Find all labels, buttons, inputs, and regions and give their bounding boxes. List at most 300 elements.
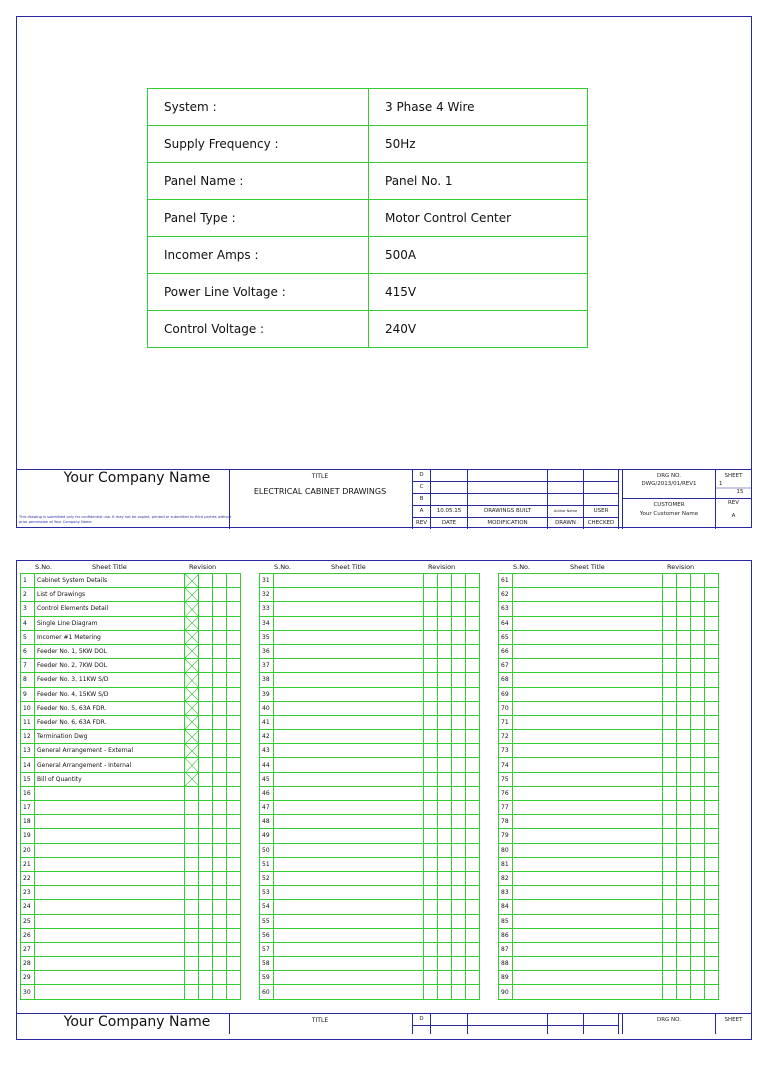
row-number: 63 bbox=[499, 602, 513, 616]
table-row bbox=[21, 871, 241, 885]
revision-cell bbox=[227, 985, 241, 999]
drg-number: DWG/2013/01/REV1 bbox=[641, 481, 697, 487]
spec-label: Panel Name : bbox=[148, 163, 369, 200]
revision-cell bbox=[705, 588, 719, 602]
revision-cell bbox=[466, 644, 480, 658]
revision-cell bbox=[213, 758, 227, 772]
row-sheet-title bbox=[274, 801, 424, 815]
revision-cell bbox=[677, 857, 691, 871]
row-number: 84 bbox=[499, 900, 513, 914]
revision-cell bbox=[705, 602, 719, 616]
revision-cell bbox=[438, 602, 452, 616]
revision-cell bbox=[213, 843, 227, 857]
revision-cell bbox=[705, 701, 719, 715]
revision-cell bbox=[438, 644, 452, 658]
row-number: 75 bbox=[499, 772, 513, 786]
revision-cell bbox=[705, 886, 719, 900]
revision-cell bbox=[466, 630, 480, 644]
row-number: 67 bbox=[499, 659, 513, 673]
table-row bbox=[260, 673, 480, 687]
revision-cell bbox=[677, 758, 691, 772]
row-number: 38 bbox=[260, 673, 274, 687]
revision-cell bbox=[227, 900, 241, 914]
company-name-2: Your Company Name bbox=[63, 1014, 211, 1030]
row-number: 24 bbox=[21, 900, 35, 914]
revision-cell bbox=[452, 659, 466, 673]
revision-cell bbox=[705, 871, 719, 885]
row-number: 62 bbox=[499, 588, 513, 602]
revision-cell bbox=[424, 985, 438, 999]
revision-cell bbox=[663, 673, 677, 687]
row-sheet-title bbox=[274, 687, 424, 701]
row-sheet-title bbox=[274, 744, 424, 758]
revision-mark-cell bbox=[185, 644, 199, 658]
revision-cell bbox=[466, 744, 480, 758]
revision-cell bbox=[452, 687, 466, 701]
row-sheet-title bbox=[35, 843, 185, 857]
revision-cell bbox=[227, 574, 241, 588]
revision-cell bbox=[466, 857, 480, 871]
row-sheet-title bbox=[35, 871, 185, 885]
revision-cell bbox=[663, 644, 677, 658]
revision-cell bbox=[705, 914, 719, 928]
row-sheet-title bbox=[513, 900, 663, 914]
revision-cell bbox=[705, 630, 719, 644]
revision-cell bbox=[663, 942, 677, 956]
revision-cell bbox=[199, 730, 213, 744]
revision-cell bbox=[691, 971, 705, 985]
revision-cell bbox=[199, 588, 213, 602]
table-row bbox=[21, 673, 241, 687]
table-row bbox=[21, 843, 241, 857]
row-sheet-title bbox=[513, 871, 663, 885]
row-sheet-title bbox=[513, 630, 663, 644]
row-number: 37 bbox=[260, 659, 274, 673]
row-sheet-title: Control Elements Detail bbox=[35, 602, 185, 616]
row-number: 85 bbox=[499, 914, 513, 928]
row-number: 34 bbox=[260, 616, 274, 630]
revision-cell bbox=[466, 758, 480, 772]
revision-cell bbox=[691, 914, 705, 928]
header-sheet-title: Sheet Title bbox=[570, 563, 605, 571]
revision-cell bbox=[199, 914, 213, 928]
revision-cell bbox=[213, 857, 227, 871]
row-sheet-title bbox=[274, 616, 424, 630]
revision-cell bbox=[227, 758, 241, 772]
revision-cell bbox=[663, 588, 677, 602]
revision-cell bbox=[691, 588, 705, 602]
revision-cell bbox=[691, 701, 705, 715]
revision-cell bbox=[185, 971, 199, 985]
revision-cell bbox=[438, 871, 452, 885]
revision-cell bbox=[677, 574, 691, 588]
row-sheet-title bbox=[274, 644, 424, 658]
table-row bbox=[21, 900, 241, 914]
revision-cell bbox=[227, 715, 241, 729]
row-number: 65 bbox=[499, 630, 513, 644]
revision-cell bbox=[452, 914, 466, 928]
col-drawn: DRAWN bbox=[555, 520, 576, 526]
table-row bbox=[21, 772, 241, 786]
row-sheet-title bbox=[35, 829, 185, 843]
row-sheet-title bbox=[513, 914, 663, 928]
revision-cell bbox=[691, 602, 705, 616]
table-row bbox=[21, 801, 241, 815]
row-number: 80 bbox=[499, 843, 513, 857]
row-number: 26 bbox=[21, 928, 35, 942]
row-number: 83 bbox=[499, 886, 513, 900]
revision-cell bbox=[691, 985, 705, 999]
row-number: 69 bbox=[499, 687, 513, 701]
table-row bbox=[260, 730, 480, 744]
revision-cell bbox=[452, 815, 466, 829]
row-number: 29 bbox=[21, 971, 35, 985]
row-sheet-title bbox=[35, 786, 185, 800]
revision-cell bbox=[677, 772, 691, 786]
revision-cell bbox=[466, 843, 480, 857]
row-sheet-title bbox=[513, 857, 663, 871]
revision-cell bbox=[227, 786, 241, 800]
revision-mark-cell bbox=[185, 616, 199, 630]
revision-cell bbox=[424, 602, 438, 616]
header-sheet-title: Sheet Title bbox=[331, 563, 366, 571]
table-row bbox=[499, 744, 719, 758]
row-sheet-title bbox=[513, 957, 663, 971]
row-sheet-title bbox=[274, 758, 424, 772]
row-number: 1 bbox=[21, 574, 35, 588]
table-row bbox=[21, 971, 241, 985]
table-row bbox=[499, 942, 719, 956]
revision-cell bbox=[705, 900, 719, 914]
table-row bbox=[260, 659, 480, 673]
table-row bbox=[21, 886, 241, 900]
revision-cell bbox=[691, 715, 705, 729]
spec-row bbox=[148, 89, 588, 126]
revision-mark-cell bbox=[185, 772, 199, 786]
table-row bbox=[21, 928, 241, 942]
revision-cell bbox=[424, 744, 438, 758]
revision-cell bbox=[663, 630, 677, 644]
table-row bbox=[499, 843, 719, 857]
row-number: 19 bbox=[21, 829, 35, 843]
revision-cell bbox=[227, 659, 241, 673]
revision-cell bbox=[691, 616, 705, 630]
revision-cell bbox=[691, 829, 705, 843]
revision-cell bbox=[452, 673, 466, 687]
revision-cell bbox=[424, 957, 438, 971]
revision-cell bbox=[677, 588, 691, 602]
revision-cell bbox=[466, 900, 480, 914]
row-number: 74 bbox=[499, 758, 513, 772]
revision-cell bbox=[677, 630, 691, 644]
revision-cell bbox=[677, 914, 691, 928]
revision-mark-cell bbox=[185, 588, 199, 602]
revision-cell bbox=[691, 801, 705, 815]
row-sheet-title bbox=[513, 985, 663, 999]
row-number: 61 bbox=[499, 574, 513, 588]
revision-cell bbox=[677, 957, 691, 971]
revision-cell bbox=[663, 843, 677, 857]
revision-cell bbox=[663, 730, 677, 744]
revision-cell bbox=[199, 659, 213, 673]
revision-cell bbox=[227, 744, 241, 758]
row-number: 2 bbox=[21, 588, 35, 602]
header-revision: Revision bbox=[667, 563, 695, 571]
revision-cell bbox=[438, 630, 452, 644]
table-row bbox=[499, 985, 719, 999]
table-row bbox=[499, 957, 719, 971]
revision-cell bbox=[185, 957, 199, 971]
table-row bbox=[21, 914, 241, 928]
revision-cell bbox=[452, 871, 466, 885]
revision-cell bbox=[691, 744, 705, 758]
row-sheet-title bbox=[513, 644, 663, 658]
revision-cell bbox=[424, 701, 438, 715]
revision-cell bbox=[185, 886, 199, 900]
revision-cell bbox=[691, 957, 705, 971]
revision-cell bbox=[213, 957, 227, 971]
row-sheet-title bbox=[513, 701, 663, 715]
spec-row bbox=[148, 200, 588, 237]
spec-row bbox=[148, 163, 588, 200]
customer-label: CUSTOMER bbox=[653, 502, 685, 508]
revision-cell bbox=[199, 687, 213, 701]
table-row bbox=[499, 829, 719, 843]
table-row bbox=[21, 985, 241, 999]
row-sheet-title bbox=[35, 815, 185, 829]
row-number: 3 bbox=[21, 602, 35, 616]
drawing-sheet-1 bbox=[16, 16, 752, 528]
table-row bbox=[21, 730, 241, 744]
row-number: 39 bbox=[260, 687, 274, 701]
revision-cell bbox=[227, 644, 241, 658]
row-sheet-title bbox=[35, 857, 185, 871]
revision-cell bbox=[213, 673, 227, 687]
revision-cell bbox=[677, 900, 691, 914]
revision-cell bbox=[424, 715, 438, 729]
row-sheet-title: Termination Dwg bbox=[35, 730, 185, 744]
row-number: 77 bbox=[499, 801, 513, 815]
table-row bbox=[499, 871, 719, 885]
table-row bbox=[260, 602, 480, 616]
row-number: 48 bbox=[260, 815, 274, 829]
table-row bbox=[21, 829, 241, 843]
revision-cell bbox=[466, 574, 480, 588]
revision-cell bbox=[199, 815, 213, 829]
row-number: 13 bbox=[21, 744, 35, 758]
revision-cell bbox=[227, 630, 241, 644]
drawing-index-column bbox=[498, 573, 719, 1000]
revision-cell bbox=[677, 886, 691, 900]
row-number: 23 bbox=[21, 886, 35, 900]
table-row bbox=[21, 644, 241, 658]
table-row bbox=[499, 886, 719, 900]
row-sheet-title bbox=[513, 715, 663, 729]
spec-label: Power Line Voltage : bbox=[148, 274, 369, 311]
table-row bbox=[260, 815, 480, 829]
revision-cell bbox=[705, 715, 719, 729]
revision-cell bbox=[466, 829, 480, 843]
revision-cell bbox=[213, 985, 227, 999]
row-sheet-title bbox=[35, 914, 185, 928]
revision-cell bbox=[705, 985, 719, 999]
row-number: 28 bbox=[21, 957, 35, 971]
revision-cell bbox=[691, 843, 705, 857]
revision-cell bbox=[705, 673, 719, 687]
revision-cell bbox=[424, 588, 438, 602]
sheet-total: 15 bbox=[736, 489, 744, 495]
row-number: 55 bbox=[260, 914, 274, 928]
revision-cell bbox=[424, 730, 438, 744]
revision-cell bbox=[227, 957, 241, 971]
revision-mark-cell bbox=[185, 673, 199, 687]
revision-cell bbox=[424, 644, 438, 658]
revision-cell bbox=[213, 786, 227, 800]
row-sheet-title bbox=[274, 886, 424, 900]
spec-row bbox=[148, 274, 588, 311]
table-row bbox=[260, 701, 480, 715]
revision-cell bbox=[213, 801, 227, 815]
table-row bbox=[499, 715, 719, 729]
revision-cell bbox=[452, 971, 466, 985]
revision-cell bbox=[452, 758, 466, 772]
revision-cell bbox=[185, 928, 199, 942]
table-row bbox=[260, 900, 480, 914]
revision-cell bbox=[466, 730, 480, 744]
revision-cell bbox=[199, 786, 213, 800]
revision-cell bbox=[663, 928, 677, 942]
revision-cell bbox=[705, 644, 719, 658]
revision-cell bbox=[691, 857, 705, 871]
revision-cell bbox=[691, 730, 705, 744]
row-sheet-title bbox=[513, 886, 663, 900]
revision-cell bbox=[452, 900, 466, 914]
revision-cell bbox=[199, 673, 213, 687]
revision-cell bbox=[705, 730, 719, 744]
revision-cell bbox=[452, 630, 466, 644]
revision-cell bbox=[705, 801, 719, 815]
revision-mark-cell bbox=[185, 602, 199, 616]
revision-cell bbox=[185, 900, 199, 914]
rev-a-modification: DRAWINGS BUILT bbox=[483, 508, 532, 514]
row-sheet-title bbox=[274, 630, 424, 644]
revision-cell bbox=[677, 786, 691, 800]
spec-row bbox=[148, 311, 588, 348]
sheet-label: SHEET bbox=[724, 473, 743, 479]
title-label-2: TITLE bbox=[311, 1017, 329, 1024]
revision-cell bbox=[199, 886, 213, 900]
revision-cell bbox=[438, 758, 452, 772]
rev-row-c: C bbox=[419, 484, 424, 490]
row-sheet-title bbox=[35, 886, 185, 900]
revision-cell bbox=[466, 715, 480, 729]
spec-value: 50Hz bbox=[369, 126, 588, 163]
rev-label: REV bbox=[727, 500, 740, 506]
revision-cell bbox=[199, 957, 213, 971]
row-sheet-title bbox=[513, 673, 663, 687]
table-row bbox=[260, 744, 480, 758]
revision-cell bbox=[424, 914, 438, 928]
sheet-number: 1 bbox=[719, 481, 723, 487]
spec-row bbox=[148, 237, 588, 274]
revision-cell bbox=[438, 744, 452, 758]
table-row bbox=[260, 957, 480, 971]
revision-cell bbox=[466, 886, 480, 900]
row-sheet-title bbox=[513, 758, 663, 772]
revision-cell bbox=[705, 928, 719, 942]
revision-cell bbox=[424, 687, 438, 701]
revision-cell bbox=[227, 942, 241, 956]
revision-cell bbox=[452, 786, 466, 800]
revision-cell bbox=[227, 886, 241, 900]
row-sheet-title bbox=[513, 971, 663, 985]
revision-mark-cell bbox=[185, 744, 199, 758]
revision-cell bbox=[691, 673, 705, 687]
revision-cell bbox=[677, 829, 691, 843]
row-number: 5 bbox=[21, 630, 35, 644]
revision-cell bbox=[438, 673, 452, 687]
revision-cell bbox=[452, 957, 466, 971]
row-number: 49 bbox=[260, 829, 274, 843]
revision-cell bbox=[438, 801, 452, 815]
table-row bbox=[21, 957, 241, 971]
revision-cell bbox=[438, 928, 452, 942]
row-sheet-title bbox=[274, 971, 424, 985]
revision-cell bbox=[438, 786, 452, 800]
revision-cell bbox=[466, 588, 480, 602]
revision-cell bbox=[663, 701, 677, 715]
revision-cell bbox=[663, 687, 677, 701]
revision-cell bbox=[213, 942, 227, 956]
revision-cell bbox=[185, 857, 199, 871]
table-row bbox=[21, 758, 241, 772]
revision-cell bbox=[705, 786, 719, 800]
row-sheet-title bbox=[274, 659, 424, 673]
revision-cell bbox=[424, 616, 438, 630]
revision-mark-cell bbox=[185, 701, 199, 715]
row-sheet-title bbox=[35, 971, 185, 985]
revision-cell bbox=[227, 730, 241, 744]
revision-cell bbox=[199, 758, 213, 772]
revision-cell bbox=[677, 687, 691, 701]
table-row bbox=[260, 942, 480, 956]
revision-cell bbox=[705, 744, 719, 758]
table-row bbox=[499, 758, 719, 772]
revision-cell bbox=[452, 801, 466, 815]
revision-cell bbox=[691, 644, 705, 658]
revision-cell bbox=[452, 574, 466, 588]
row-sheet-title bbox=[274, 985, 424, 999]
spec-label: Incomer Amps : bbox=[148, 237, 369, 274]
drawing-sheet-2 bbox=[16, 560, 752, 1040]
revision-cell bbox=[705, 687, 719, 701]
row-number: 79 bbox=[499, 829, 513, 843]
revision-cell bbox=[424, 630, 438, 644]
revision-cell bbox=[424, 574, 438, 588]
row-number: 35 bbox=[260, 630, 274, 644]
spec-row bbox=[148, 126, 588, 163]
revision-cell bbox=[663, 801, 677, 815]
row-sheet-title bbox=[513, 588, 663, 602]
revision-cell bbox=[452, 942, 466, 956]
revision-cell bbox=[677, 701, 691, 715]
revision-cell bbox=[227, 701, 241, 715]
table-row bbox=[499, 602, 719, 616]
table-row bbox=[260, 786, 480, 800]
row-sheet-title bbox=[35, 985, 185, 999]
table-row bbox=[260, 843, 480, 857]
revision-cell bbox=[705, 659, 719, 673]
